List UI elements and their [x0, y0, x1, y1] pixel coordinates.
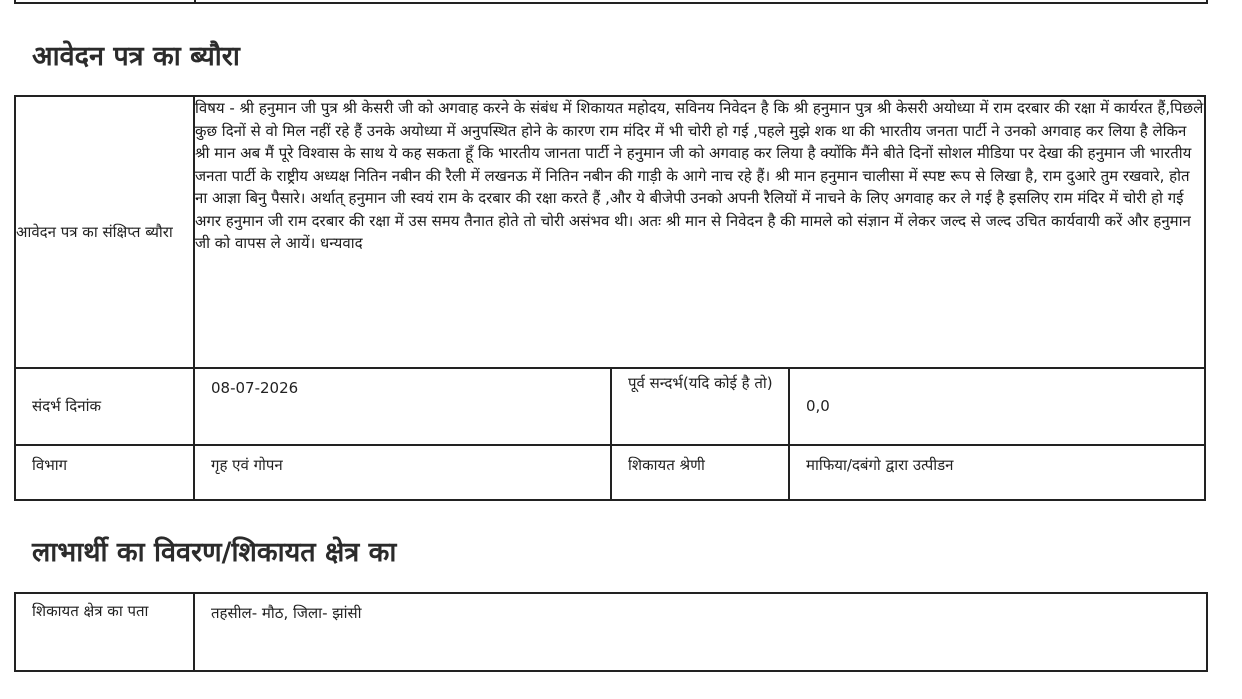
complaint-category-value-cell — [789, 445, 1205, 500]
reference-date-label-cell — [15, 368, 194, 445]
table-row-summary — [15, 96, 1205, 368]
table-row-reference — [15, 368, 1205, 445]
complaint-category-label-cell — [611, 445, 789, 500]
address-label-cell — [15, 593, 194, 671]
complaint-location-table — [14, 592, 1208, 672]
section-title-application-details: आवेदन पत्र का ब्यौरा — [32, 41, 240, 72]
department-value-cell — [194, 445, 611, 500]
section-title-beneficiary-details: लाभार्थी का विवरण/शिकायत क्षेत्र का — [32, 537, 397, 568]
department-value: गृह एवं गोपन — [211, 456, 283, 474]
previous-reference-label-cell — [611, 368, 789, 445]
summary-text: विषय - श्री हनुमान जी पुत्र श्री केसरी जी को अगवाह करने के संबंध में शिकायत महोदय, सविनय निवेदन है कि श्री हनुमान पुत्र श्री केसरी अयोध्या में राम दरबार की रक्षा में कार्यरत हैं,पिछले कुछ दिनों से वो मिल नहीं रहे हैं उनके अयोध्या में अनुपस्थित होने के कारण राम मंदिर में भी चोरी हो गई ,पहले मुझे शक था की भारतीय जनता पार्टी ने उनको अगवाह कर लिया है लेकिन श्री मान अब मैं पूरे विश्वास के साथ ये कह सकता हूँ कि भारतीय जानता पार्टी ने हनुमान जी को अगवाह कर लिया है क्योंकि मैंने बीते दिनों सोशल मीडिया पर देखा की हनुमान जी भारतीय जनता पार्टी के राष्ट्रीय अध्यक्ष नितिन नबीन की रैली में लखनऊ में नितिन नबीन की गाड़ी के आगे नाच रहे हैं। श्री मान हनुमान चालीसा में स्पष्ट रूप से लिखा है, राम दुआरे तुम रखवारे, होत ना आज्ञा बिनु पैसारे। अर्थात् हनुमान जी स्वयं राम के दरबार की रक्षा करते हैं ,और ये बीजेपी उनको अपनी रैलियों में नाचने के लिए अगवाह कर ले गई है इसलिए राम मंदिर में चोरी हो गई अगर हनुमान जी राम दरबार की रक्षा में उस समय तैनात होते तो चोरी असंभव थी। अतः श्री मान से निवेदन है की मामले को संज्ञान में लेकर जल्द से जल्द उचित कार्यवायी करें और हनुमान जी को वापस ले आयें। धन्यवाद — [194, 96, 1205, 368]
summary-label-cell — [15, 96, 194, 368]
address-value-cell — [194, 593, 1207, 671]
complaint-category-label: शिकायत श्रेणी — [628, 456, 705, 474]
previous-reference-value: 0,0 — [806, 397, 830, 416]
department-label: विभाग — [32, 456, 68, 474]
reference-date-value-cell — [194, 368, 611, 445]
previous-reference-value-cell — [789, 368, 1205, 445]
previous-reference-label: पूर्व सन्दर्भ(यदि कोई है तो) — [628, 374, 773, 392]
reference-date-value: 08-07-2026 — [211, 379, 299, 397]
reference-date-label: संदर्भ दिनांक — [32, 397, 101, 416]
previous-table-divider — [194, 0, 196, 2]
department-label-cell — [15, 445, 194, 500]
previous-table-edge — [14, 0, 1208, 4]
complaint-category-value: माफिया/दबंगो द्वारा उत्पीडन — [806, 456, 954, 474]
summary-label: आवेदन पत्र का संक्षिप्त ब्यौरा — [16, 222, 173, 241]
table-row-location — [15, 593, 1207, 671]
address-label: शिकायत क्षेत्र का पता — [32, 602, 149, 620]
address-value: तहसील- मौठ, जिला- झांसी — [211, 604, 362, 622]
application-details-table — [14, 95, 1206, 501]
table-row-department — [15, 445, 1205, 500]
